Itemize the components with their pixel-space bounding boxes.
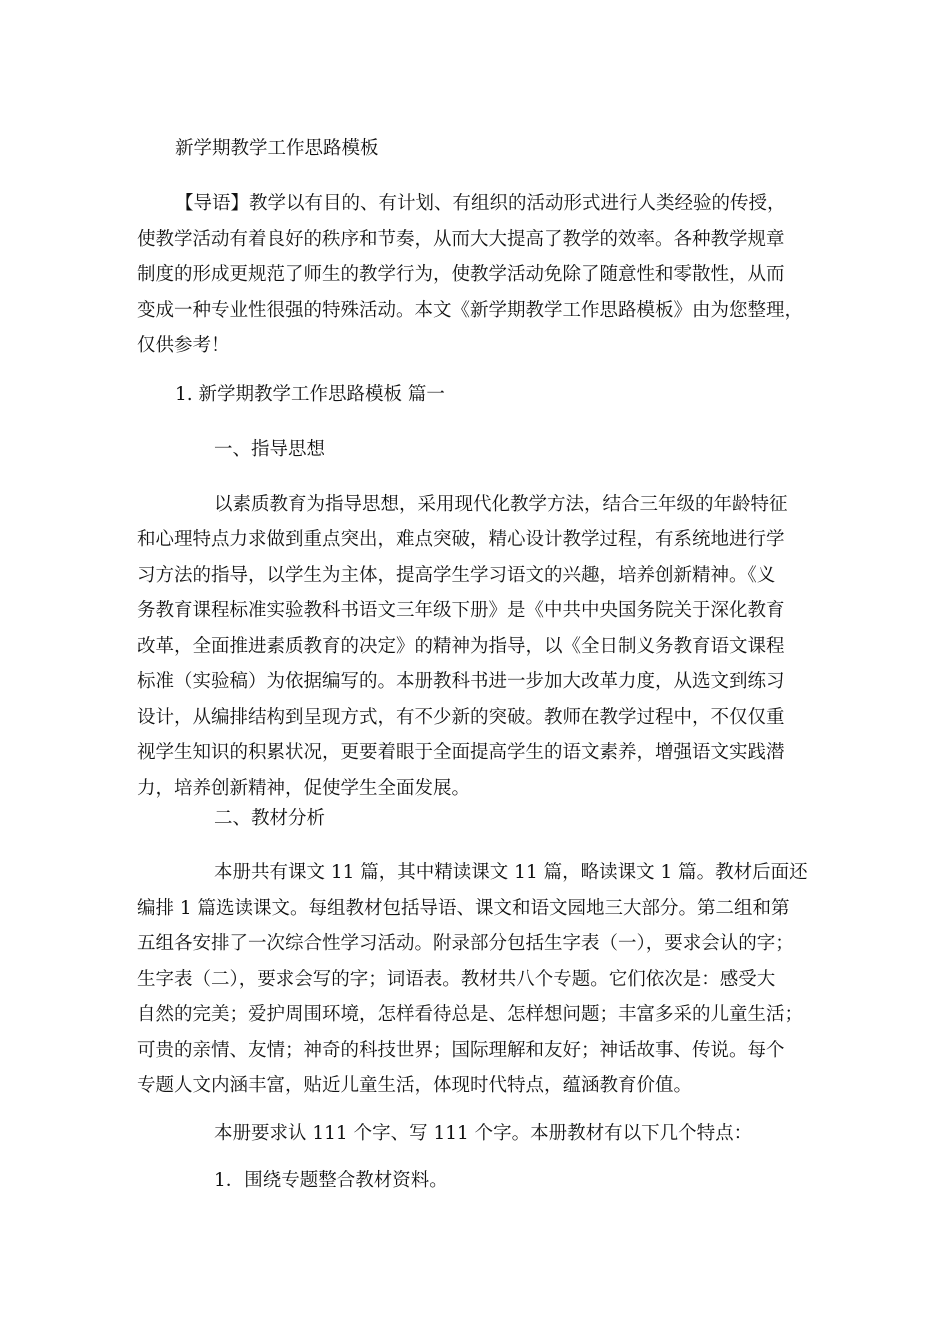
part1-line: 设计，从编排结构到呈现方式，有不少新的突破。教师在教学过程中，不仅仅重 (137, 707, 785, 728)
part2-heading: 二、教材分析 (214, 808, 326, 829)
part2-line: 专题人文内涵丰富，贴近儿童生活，体现时代特点，蕴涵教育价值。 (137, 1075, 693, 1096)
intro-line-3: 制度的形成更规范了师生的教学行为，使教学活动免除了随意性和零散性，从而 (137, 264, 785, 285)
part2-line: 编排 1 篇选读课文。每组教材包括导语、课文和语文园地三大部分。第二组和第 (137, 898, 790, 919)
part1-line: 以素质教育为指导思想，采用现代化教学方法，结合三年级的年龄特征 (214, 494, 788, 515)
part1-line: 务教育课程标准实验教科书语文三年级下册》是《中共中央国务院关于深化教育 (137, 600, 785, 621)
part2-line: 本册共有课文 11 篇，其中精读课文 11 篇，略读课文 1 篇。教材后面还 (214, 862, 808, 883)
part2-summary: 本册要求认 111 个字、写 111 个字。本册教材有以下几个特点： (214, 1123, 753, 1144)
part2-line: 自然的完美；爱护周围环境，怎样看待总是、怎样想问题；丰富多采的儿童生活； (137, 1004, 804, 1025)
intro-line-5: 仅供参考！ (137, 335, 230, 356)
part2-line: 五组各安排了一次综合性学习活动。附录部分包括生字表（一），要求会认的字； (137, 933, 794, 954)
intro-line-2: 使教学活动有着良好的秩序和节奏，从而大大提高了教学的效率。各种教学规章 (137, 229, 785, 250)
part2-line: 生字表（二），要求会写的字；词语表。教材共八个专题。它们依次是：感受大 (137, 969, 776, 990)
section-heading: 1. 新学期教学工作思路模板 篇一 (175, 384, 445, 405)
part1-line: 改革，全面推进素质教育的决定》的精神为指导，以《全日制义务教育语文课程 (137, 636, 785, 657)
part1-heading: 一、指导思想 (214, 439, 326, 460)
intro-line-4: 变成一种专业性很强的特殊活动。本文《新学期教学工作思路模板》由为您整理， (137, 300, 804, 321)
document-title: 新学期教学工作思路模板 (175, 138, 379, 159)
part1-line: 习方法的指导，以学生为主体，提高学生学习语文的兴趣，培养创新精神。《义 (137, 565, 776, 586)
part1-line: 视学生知识的积累状况，更要着眼于全面提高学生的语文素养，增强语文实践潜 (137, 742, 785, 763)
feature-item-1: 1．围绕专题整合教材资料。 (214, 1170, 448, 1191)
part1-line: 力，培养创新精神，促使学生全面发展。 (137, 778, 471, 799)
intro-line-1: 【导语】教学以有目的、有计划、有组织的活动形式进行人类经验的传授， (175, 193, 786, 214)
part1-line: 和心理特点力求做到重点突出，难点突破，精心设计教学过程，有系统地进行学 (137, 529, 785, 550)
part1-line: 标准（实验稿）为依据编写的。本册教科书进一步加大改革力度，从选文到练习 (137, 671, 785, 692)
part2-line: 可贵的亲情、友情；神奇的科技世界；国际理解和友好；神话故事、传说。每个 (137, 1040, 785, 1061)
